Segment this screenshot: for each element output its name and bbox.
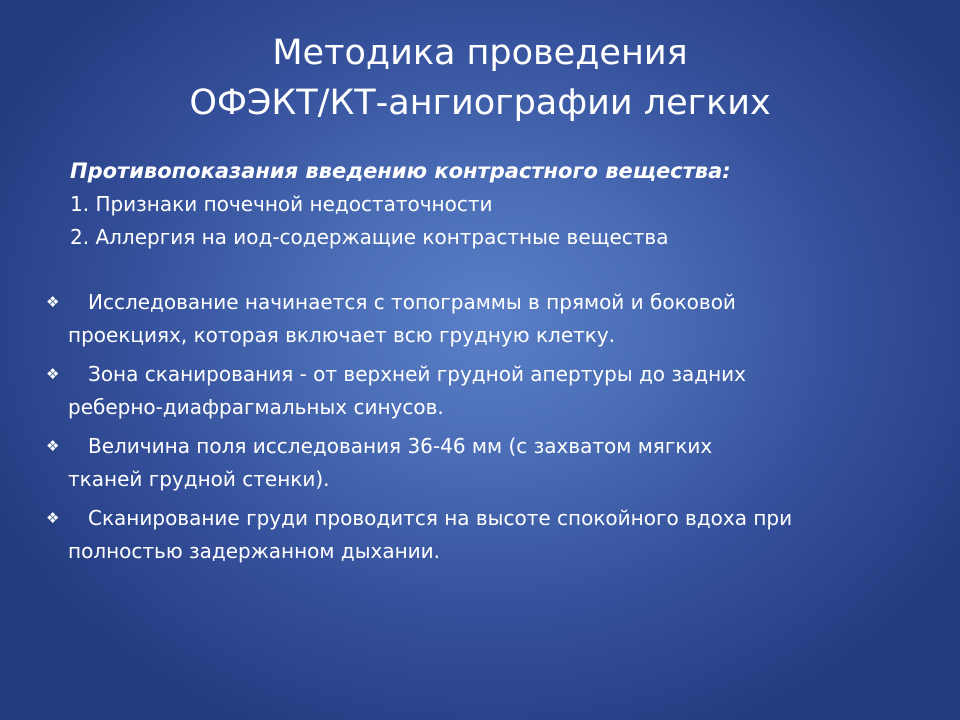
bullet-item-4 xyxy=(46,502,926,568)
bullet-line: проекциях, которая включает всю грудную клетку. xyxy=(68,323,616,347)
slide-title-line-1: Методика проведения xyxy=(272,33,688,73)
contraindications-block xyxy=(70,154,930,254)
diamond-bullet-icon: ❖ xyxy=(46,365,60,383)
bullet-line: реберно-диафрагмальных синусов. xyxy=(68,395,444,419)
bullet-line: тканей грудной стенки). xyxy=(68,467,330,491)
bullet-text xyxy=(68,358,926,424)
bullet-line: полностью задержанном дыхании. xyxy=(68,539,441,563)
bullet-item-3 xyxy=(46,430,926,496)
bullet-item-2 xyxy=(46,358,926,424)
bullet-text xyxy=(68,502,926,568)
bullet-line: Исследование начинается с топограммы в прямой и боковой xyxy=(88,290,736,314)
contraindication-item-1: 1. Признаки почечной недостаточности xyxy=(70,192,493,216)
diamond-bullet-icon: ❖ xyxy=(46,293,60,311)
bullet-line: Зона сканирования - от верхней грудной апертуры до задних xyxy=(88,362,747,386)
diamond-bullet-icon: ❖ xyxy=(46,437,60,455)
bullet-list xyxy=(46,286,926,574)
contraindications-heading: Противопоказания введению контрастного вещества: xyxy=(70,159,731,183)
bullet-line: Величина поля исследования 36-46 мм (с захватом мягких xyxy=(88,434,713,458)
bullet-text xyxy=(68,286,926,352)
diamond-bullet-icon: ❖ xyxy=(46,509,60,527)
bullet-item-1 xyxy=(46,286,926,352)
bullet-line: Сканирование груди проводится на высоте спокойного вдоха при xyxy=(88,506,793,530)
bullet-text xyxy=(68,430,926,496)
slide-title-line-2: ОФЭКТ/КТ-ангиографии легких xyxy=(189,83,771,123)
slide-title xyxy=(0,28,960,128)
contraindication-item-2: 2. Аллергия на иод-содержащие контрастные вещества xyxy=(70,225,669,249)
